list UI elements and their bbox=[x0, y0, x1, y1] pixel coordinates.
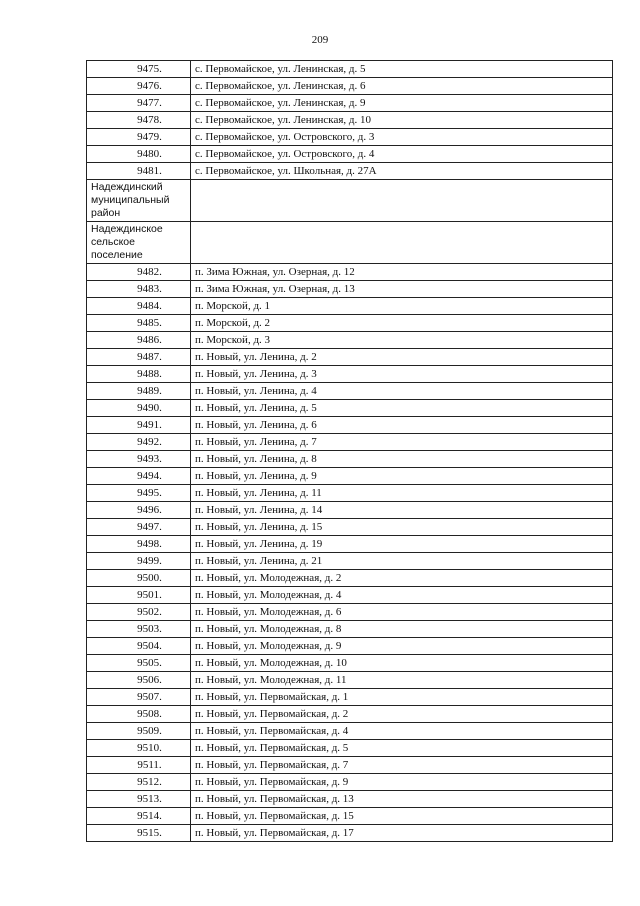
address-cell: п. Новый, ул. Молодежная, д. 10 bbox=[191, 655, 613, 672]
table-row bbox=[87, 112, 613, 129]
row-number: 9484. bbox=[137, 300, 162, 312]
row-number: 9513. bbox=[137, 793, 162, 805]
row-number: 9491. bbox=[137, 419, 162, 431]
address-cell: п. Новый, ул. Молодежная, д. 9 bbox=[191, 638, 613, 655]
page-number: 209 bbox=[311, 34, 329, 46]
table-row bbox=[87, 349, 613, 366]
row-number: 9512. bbox=[137, 776, 162, 788]
row-number: 9509. bbox=[137, 725, 162, 737]
row-number-cell bbox=[87, 417, 191, 434]
row-number-cell bbox=[87, 536, 191, 553]
address-cell: п. Новый, ул. Первомайская, д. 2 bbox=[191, 706, 613, 723]
row-number: 9475. bbox=[137, 63, 162, 75]
address-cell: п. Новый, ул. Ленина, д. 6 bbox=[191, 417, 613, 434]
row-number: 9514. bbox=[137, 810, 162, 822]
row-number-cell bbox=[87, 61, 191, 78]
address-cell: п. Новый, ул. Молодежная, д. 11 bbox=[191, 672, 613, 689]
table-row bbox=[87, 706, 613, 723]
table-row bbox=[87, 536, 613, 553]
row-number-cell bbox=[87, 808, 191, 825]
row-number-cell bbox=[87, 638, 191, 655]
row-number-cell bbox=[87, 129, 191, 146]
address-cell: с. Первомайское, ул. Ленинская, д. 9 bbox=[191, 95, 613, 112]
row-number: 9479. bbox=[137, 131, 162, 143]
row-number-cell bbox=[87, 315, 191, 332]
row-number-cell bbox=[87, 264, 191, 281]
table-row bbox=[87, 264, 613, 281]
row-number-cell bbox=[87, 757, 191, 774]
row-number-cell bbox=[87, 434, 191, 451]
address-cell: п. Новый, ул. Ленина, д. 2 bbox=[191, 349, 613, 366]
address-cell: с. Первомайское, ул. Ленинская, д. 10 bbox=[191, 112, 613, 129]
row-number: 9504. bbox=[137, 640, 162, 652]
table-row bbox=[87, 587, 613, 604]
address-cell: п. Новый, ул. Ленина, д. 14 bbox=[191, 502, 613, 519]
row-number: 9483. bbox=[137, 283, 162, 295]
row-number-cell bbox=[87, 774, 191, 791]
table-row bbox=[87, 604, 613, 621]
row-number: 9481. bbox=[137, 165, 162, 177]
table-row bbox=[87, 791, 613, 808]
group-label: Надеждинский муниципальный район bbox=[87, 180, 191, 222]
table-row bbox=[87, 315, 613, 332]
row-number: 9487. bbox=[137, 351, 162, 363]
table-row bbox=[87, 129, 613, 146]
row-number: 9510. bbox=[137, 742, 162, 754]
row-number: 9499. bbox=[137, 555, 162, 567]
address-cell: с. Первомайское, ул. Ленинская, д. 6 bbox=[191, 78, 613, 95]
table-row bbox=[87, 485, 613, 502]
table-row bbox=[87, 95, 613, 112]
address-cell: п. Морской, д. 3 bbox=[191, 332, 613, 349]
row-number-cell bbox=[87, 621, 191, 638]
table-row bbox=[87, 570, 613, 587]
row-number: 9493. bbox=[137, 453, 162, 465]
row-number: 9501. bbox=[137, 589, 162, 601]
table-row bbox=[87, 468, 613, 485]
address-cell: п. Новый, ул. Ленина, д. 19 bbox=[191, 536, 613, 553]
row-number: 9486. bbox=[137, 334, 162, 346]
table-row bbox=[87, 417, 613, 434]
table-row bbox=[87, 553, 613, 570]
row-number: 9489. bbox=[137, 385, 162, 397]
row-number-cell bbox=[87, 502, 191, 519]
row-number-cell bbox=[87, 112, 191, 129]
table-row bbox=[87, 519, 613, 536]
row-number-cell bbox=[87, 587, 191, 604]
address-cell: п. Морской, д. 1 bbox=[191, 298, 613, 315]
group-empty-cell bbox=[191, 180, 613, 222]
address-cell: п. Новый, ул. Молодежная, д. 2 bbox=[191, 570, 613, 587]
row-number: 9506. bbox=[137, 674, 162, 686]
address-cell: с. Первомайское, ул. Островского, д. 3 bbox=[191, 129, 613, 146]
table-row bbox=[87, 723, 613, 740]
row-number-cell bbox=[87, 706, 191, 723]
row-number-cell bbox=[87, 672, 191, 689]
row-number: 9503. bbox=[137, 623, 162, 635]
row-number-cell bbox=[87, 723, 191, 740]
row-number-cell bbox=[87, 400, 191, 417]
table-row bbox=[87, 61, 613, 78]
table-row bbox=[87, 383, 613, 400]
row-number-cell bbox=[87, 468, 191, 485]
row-number-cell bbox=[87, 689, 191, 706]
row-number: 9495. bbox=[137, 487, 162, 499]
address-cell: п. Зима Южная, ул. Озерная, д. 12 bbox=[191, 264, 613, 281]
address-cell: п. Новый, ул. Ленина, д. 21 bbox=[191, 553, 613, 570]
row-number-cell bbox=[87, 383, 191, 400]
row-number: 9485. bbox=[137, 317, 162, 329]
row-number: 9490. bbox=[137, 402, 162, 414]
row-number-cell bbox=[87, 281, 191, 298]
row-number: 9498. bbox=[137, 538, 162, 550]
table-row bbox=[87, 638, 613, 655]
row-number: 9477. bbox=[137, 97, 162, 109]
address-cell: п. Новый, ул. Молодежная, д. 4 bbox=[191, 587, 613, 604]
row-number: 9515. bbox=[137, 827, 162, 839]
table-row bbox=[87, 740, 613, 757]
address-cell: с. Первомайское, ул. Ленинская, д. 5 bbox=[191, 61, 613, 78]
row-number-cell bbox=[87, 95, 191, 112]
row-number: 9488. bbox=[137, 368, 162, 380]
row-number-cell bbox=[87, 298, 191, 315]
table-row bbox=[87, 163, 613, 180]
address-cell: п. Новый, ул. Ленина, д. 5 bbox=[191, 400, 613, 417]
row-number: 9496. bbox=[137, 504, 162, 516]
row-number: 9511. bbox=[137, 759, 162, 771]
address-cell: п. Новый, ул. Первомайская, д. 7 bbox=[191, 757, 613, 774]
address-cell: п. Новый, ул. Ленина, д. 7 bbox=[191, 434, 613, 451]
row-number: 9476. bbox=[137, 80, 162, 92]
table-row bbox=[87, 502, 613, 519]
table-row bbox=[87, 146, 613, 163]
address-cell: п. Новый, ул. Ленина, д. 9 bbox=[191, 468, 613, 485]
address-cell: п. Новый, ул. Молодежная, д. 8 bbox=[191, 621, 613, 638]
table-row bbox=[87, 825, 613, 842]
row-number: 9478. bbox=[137, 114, 162, 126]
address-cell: п. Новый, ул. Ленина, д. 3 bbox=[191, 366, 613, 383]
row-number: 9505. bbox=[137, 657, 162, 669]
address-cell: п. Новый, ул. Ленина, д. 11 bbox=[191, 485, 613, 502]
row-number-cell bbox=[87, 791, 191, 808]
group-empty-cell bbox=[191, 222, 613, 264]
row-number-cell bbox=[87, 366, 191, 383]
row-number-cell bbox=[87, 146, 191, 163]
row-number: 9500. bbox=[137, 572, 162, 584]
address-cell: п. Новый, ул. Ленина, д. 15 bbox=[191, 519, 613, 536]
address-cell: п. Новый, ул. Первомайская, д. 5 bbox=[191, 740, 613, 757]
address-cell: п. Новый, ул. Первомайская, д. 4 bbox=[191, 723, 613, 740]
row-number: 9502. bbox=[137, 606, 162, 618]
row-number-cell bbox=[87, 349, 191, 366]
row-number-cell bbox=[87, 553, 191, 570]
table-row bbox=[87, 808, 613, 825]
row-number-cell bbox=[87, 451, 191, 468]
table-row bbox=[87, 298, 613, 315]
group-header-row bbox=[87, 222, 613, 264]
table-row bbox=[87, 281, 613, 298]
row-number-cell bbox=[87, 332, 191, 349]
address-cell: п. Новый, ул. Первомайская, д. 9 bbox=[191, 774, 613, 791]
registry-body bbox=[87, 61, 613, 842]
table-row bbox=[87, 366, 613, 383]
table-row bbox=[87, 621, 613, 638]
table-row bbox=[87, 400, 613, 417]
address-cell: п. Новый, ул. Первомайская, д. 17 bbox=[191, 825, 613, 842]
table-row bbox=[87, 757, 613, 774]
address-cell: п. Новый, ул. Первомайская, д. 15 bbox=[191, 808, 613, 825]
address-cell: с. Первомайское, ул. Островского, д. 4 bbox=[191, 146, 613, 163]
row-number-cell bbox=[87, 570, 191, 587]
row-number-cell bbox=[87, 163, 191, 180]
table-row bbox=[87, 655, 613, 672]
row-number-cell bbox=[87, 740, 191, 757]
row-number-cell bbox=[87, 78, 191, 95]
table-row bbox=[87, 672, 613, 689]
group-header-row bbox=[87, 180, 613, 222]
row-number: 9480. bbox=[137, 148, 162, 160]
table-row bbox=[87, 332, 613, 349]
row-number-cell bbox=[87, 519, 191, 536]
row-number-cell bbox=[87, 825, 191, 842]
row-number-cell bbox=[87, 485, 191, 502]
address-cell: п. Новый, ул. Первомайская, д. 13 bbox=[191, 791, 613, 808]
address-cell: п. Зима Южная, ул. Озерная, д. 13 bbox=[191, 281, 613, 298]
table-row bbox=[87, 689, 613, 706]
row-number-cell bbox=[87, 604, 191, 621]
table-row bbox=[87, 434, 613, 451]
address-cell: п. Новый, ул. Ленина, д. 8 bbox=[191, 451, 613, 468]
table-row bbox=[87, 451, 613, 468]
table-row bbox=[87, 774, 613, 791]
address-cell: п. Новый, ул. Ленина, д. 4 bbox=[191, 383, 613, 400]
table-row bbox=[87, 78, 613, 95]
row-number-cell bbox=[87, 655, 191, 672]
address-cell: п. Новый, ул. Молодежная, д. 6 bbox=[191, 604, 613, 621]
row-number: 9507. bbox=[137, 691, 162, 703]
address-cell: п. Морской, д. 2 bbox=[191, 315, 613, 332]
row-number: 9492. bbox=[137, 436, 162, 448]
row-number: 9497. bbox=[137, 521, 162, 533]
address-registry-table bbox=[86, 60, 613, 842]
row-number: 9494. bbox=[137, 470, 162, 482]
address-cell: с. Первомайское, ул. Школьная, д. 27А bbox=[191, 163, 613, 180]
row-number: 9482. bbox=[137, 266, 162, 278]
group-label: Надеждинское сельское поселение bbox=[87, 222, 191, 264]
address-cell: п. Новый, ул. Первомайская, д. 1 bbox=[191, 689, 613, 706]
row-number: 9508. bbox=[137, 708, 162, 720]
